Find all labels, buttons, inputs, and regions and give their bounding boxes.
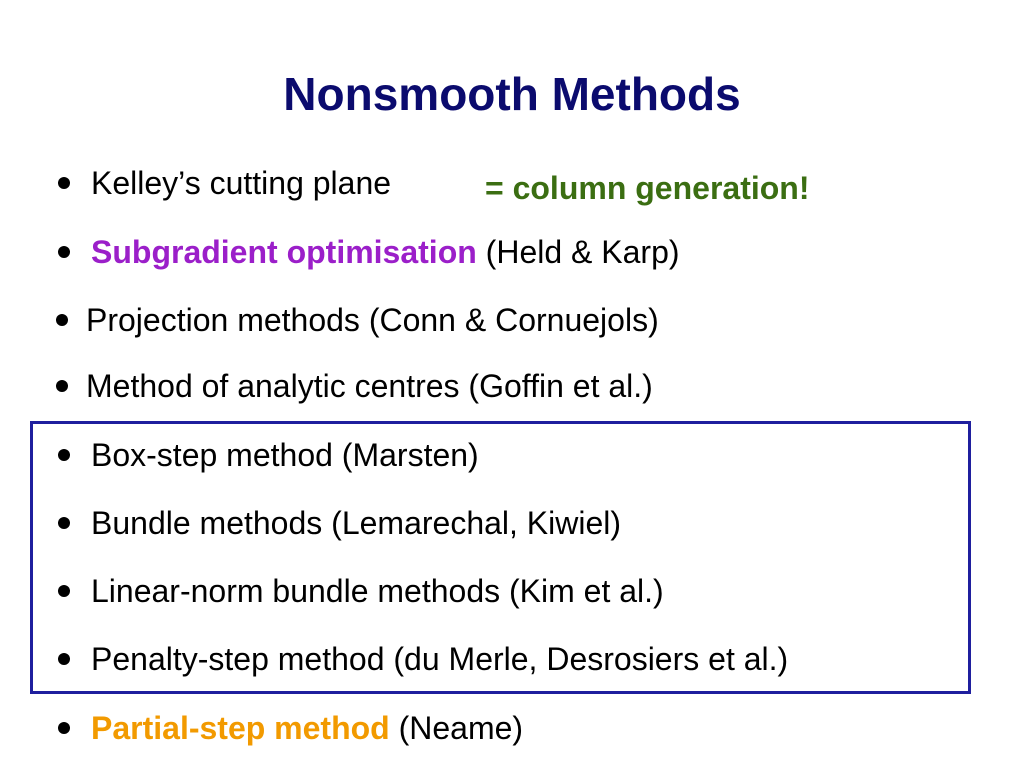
bullet-icon	[58, 585, 70, 597]
list-item	[0, 571, 1024, 611]
list-item	[0, 503, 1024, 543]
item-text: Box-step method (Marsten)	[91, 437, 479, 473]
bullet-icon	[58, 246, 70, 258]
item-text: Method of analytic centres (Goffin et al.)	[86, 368, 653, 404]
item-highlight: Subgradient optimisation	[91, 234, 477, 270]
item-text: Bundle methods (Lemarechal, Kiwiel)	[91, 505, 622, 541]
slide-title: Nonsmooth Methods	[283, 68, 741, 120]
list-item	[0, 300, 1024, 340]
item-text: Projection methods (Conn & Cornuejols)	[86, 302, 659, 338]
item-text: Penalty-step method (du Merle, Desrosiers et al.)	[91, 641, 789, 677]
list-item	[0, 708, 1024, 748]
item-text	[91, 708, 523, 748]
item-rest: (Held & Karp)	[476, 234, 680, 270]
bullet-icon	[58, 653, 70, 665]
list-item	[0, 232, 1024, 272]
bullet-icon	[58, 722, 70, 734]
item-text: Linear-norm bundle methods (Kim et al.)	[91, 573, 664, 609]
bullet-icon	[58, 517, 70, 529]
bullet-icon	[56, 380, 68, 392]
bullet-icon	[56, 314, 68, 326]
item-note: = column generation!	[485, 170, 810, 206]
list-item	[0, 366, 1024, 406]
item-text: Kelley’s cutting plane	[91, 165, 392, 201]
bullet-icon	[58, 449, 70, 461]
item-highlight: Partial-step method	[91, 710, 390, 746]
bullet-icon	[58, 177, 70, 189]
list-item	[0, 639, 1024, 679]
item-rest: (Neame)	[389, 710, 524, 746]
item-text	[91, 232, 680, 272]
list-item	[0, 163, 1024, 206]
list-item	[0, 435, 1024, 475]
